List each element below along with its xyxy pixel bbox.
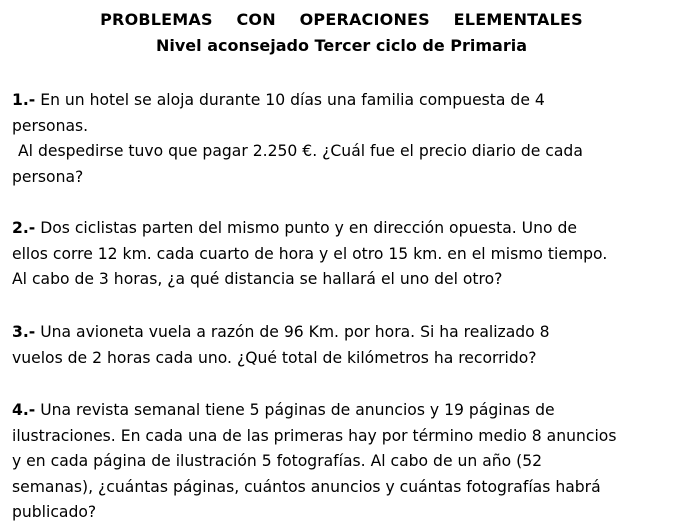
- problem-3-number: 3.-: [12, 323, 36, 341]
- problem-1-line-2: personas.: [12, 116, 89, 135]
- problem-2-line-1: [12, 216, 677, 242]
- problem-3: [12, 320, 677, 371]
- problem-4-line-3: y en cada página de ilustración 5 fotografías. Al cabo de un año (52: [12, 452, 543, 470]
- problem-1-line-1: [12, 88, 677, 114]
- problem-4-line-5: publicado?: [12, 503, 97, 521]
- page-title: PROBLEMAS CON OPERACIONES ELEMENTALES: [100, 10, 583, 29]
- problem-1-line-4: persona?: [12, 167, 84, 186]
- problem-3-text: Una avioneta vuela a razón de 96 Km. por hora. Si ha realizado 8: [40, 323, 550, 341]
- problem-3-line-2: vuelos de 2 horas cada uno. ¿Qué total de kilómetros ha recorrido?: [12, 348, 537, 367]
- page-subtitle: Nivel aconsejado Tercer ciclo de Primaria: [156, 36, 527, 55]
- problem-1-line-3: Al despedirse tuvo que pagar 2.250 €. ¿Cuál fue el precio diario de cada: [18, 142, 583, 160]
- problem-4-number: 4.-: [12, 401, 36, 419]
- problem-2: [12, 216, 677, 293]
- problem-4-line-4: semanas), ¿cuántas páginas, cuántos anuncios y cuántas fotografías habrá: [12, 477, 601, 496]
- problem-1: [12, 88, 677, 190]
- problem-4-line-2: ilustraciones. En cada una de las primeras hay por término medio 8 anuncios: [12, 426, 617, 445]
- problem-4-text: Una revista semanal tiene 5 páginas de anuncios y 19 páginas de: [40, 401, 555, 419]
- problem-2-number: 2.-: [12, 219, 36, 237]
- problem-2-line-2: ellos corre 12 km. cada cuarto de hora y el otro 15 km. en el mismo tiempo.: [12, 244, 608, 263]
- problem-3-line-1: [12, 320, 677, 346]
- problem-2-text: Dos ciclistas parten del mismo punto y en dirección opuesta. Uno de: [40, 219, 577, 237]
- problem-4-line-1: [12, 398, 677, 424]
- problem-1-text: En un hotel se aloja durante 10 días una familia compuesta de 4: [40, 91, 545, 109]
- problem-2-line-3: Al cabo de 3 horas, ¿a qué distancia se hallará el uno del otro?: [12, 270, 503, 288]
- problem-1-number: 1.-: [12, 91, 36, 109]
- problem-4: [12, 398, 677, 526]
